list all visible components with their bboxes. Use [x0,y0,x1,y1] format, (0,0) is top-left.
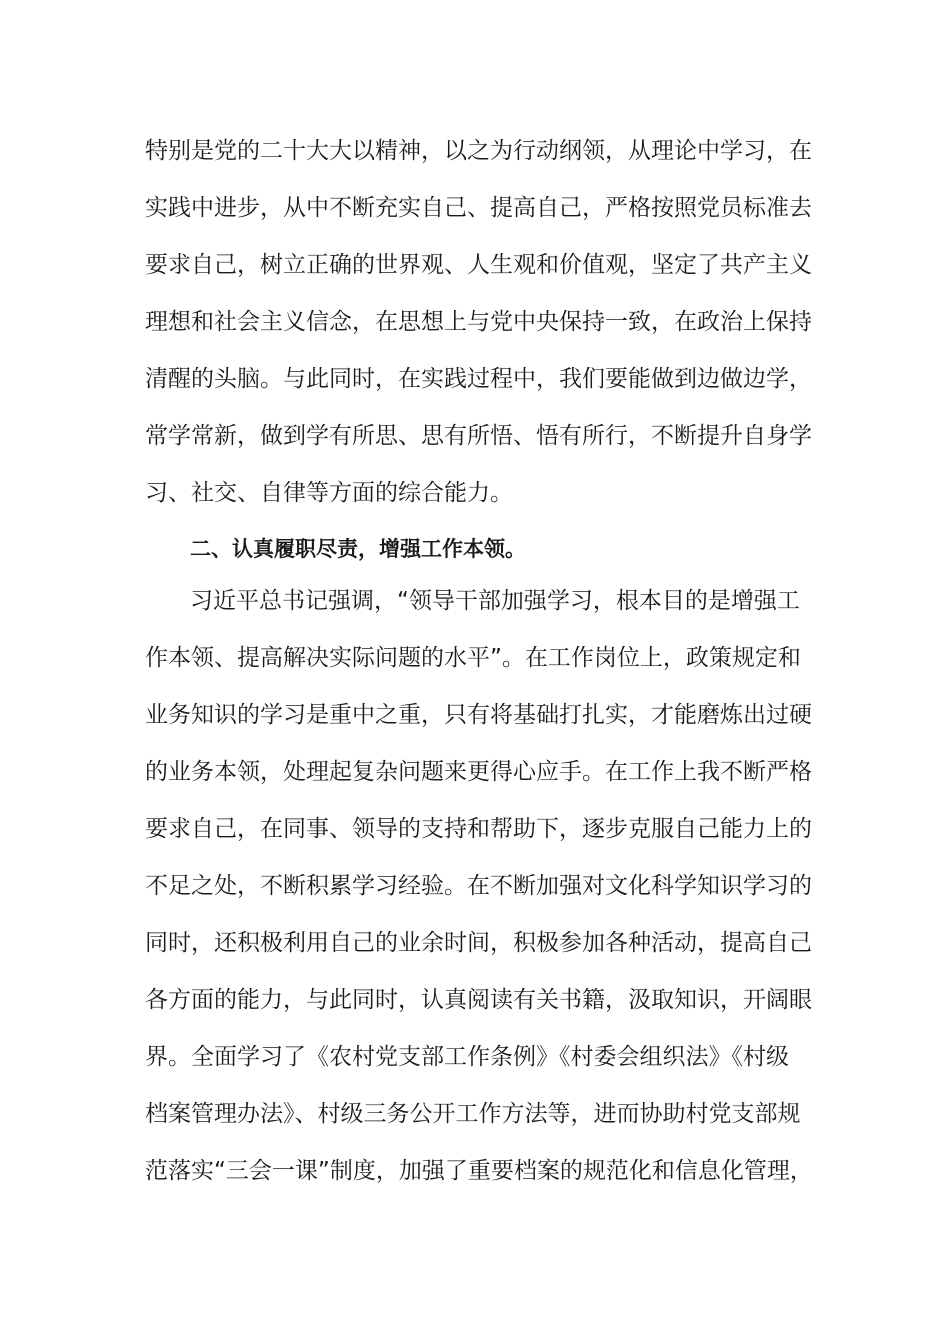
paragraph-2-line-1: 习近平总书记强调，“领导干部加强学习，根本目的是增强工 [190,588,800,614]
paragraph-2-line-5: 要求自己，在同事、领导的支持和帮助下，逐步克服自己能力上的 [145,816,812,842]
paragraph-2-line-10: 档案管理办法》、村级三务公开工作方法等，进而协助村党支部规 [145,1101,801,1127]
paragraph-1-line-3: 要求自己，树立正确的世界观、人生观和价值观，坚定了共产主义 [145,252,812,278]
paragraph-2-line-7: 同时，还积极利用自己的业余时间，积极参加各种活动，提高自己 [145,930,812,956]
paragraph-1-line-2: 实践中进步，从中不断充实自己、提高自己，严格按照党员标准去 [145,195,812,221]
paragraph-2-line-6: 不足之处，不断积累学习经验。在不断加强对文化科学知识学习的 [145,873,812,899]
paragraph-1-line-4: 理想和社会主义信念，在思想上与党中央保持一致，在政治上保持 [145,309,812,335]
section-heading: 二、认真履职尽责，增强工作本领。 [190,537,526,561]
paragraph-1-line-7: 习、社交、自律等方面的综合能力。 [145,480,513,506]
paragraph-2-line-3: 业务知识的学习是重中之重，只有将基础打扎实，才能磨炼出过硬 [145,702,812,728]
paragraph-2-line-2: 作本领、提高解决实际问题的水平”。在工作岗位上，政策规定和 [145,645,801,671]
paragraph-2-line-11: 范落实“三会一课”制度，加强了重要档案的规范化和信息化管理， [145,1158,813,1184]
paragraph-2-line-8: 各方面的能力，与此同时，认真阅读有关书籍，汲取知识，开阔眼 [145,987,812,1013]
paragraph-1-line-1: 特别是党的二十大大以精神，以之为行动纲领，从理论中学习，在 [145,138,812,164]
paragraph-1-line-5: 清醒的头脑。与此同时，在实践过程中，我们要能做到边做边学， [145,366,812,392]
paragraph-2-line-9: 界。全面学习了《农村党支部工作条例》《村委会组织法》《村级 [145,1044,789,1070]
paragraph-2-line-4: 的业务本领，处理起复杂问题来更得心应手。在工作上我不断严格 [145,759,812,785]
paragraph-1-line-6: 常学常新，做到学有所思、思有所悟、悟有所行，不断提升自身学 [145,423,812,449]
